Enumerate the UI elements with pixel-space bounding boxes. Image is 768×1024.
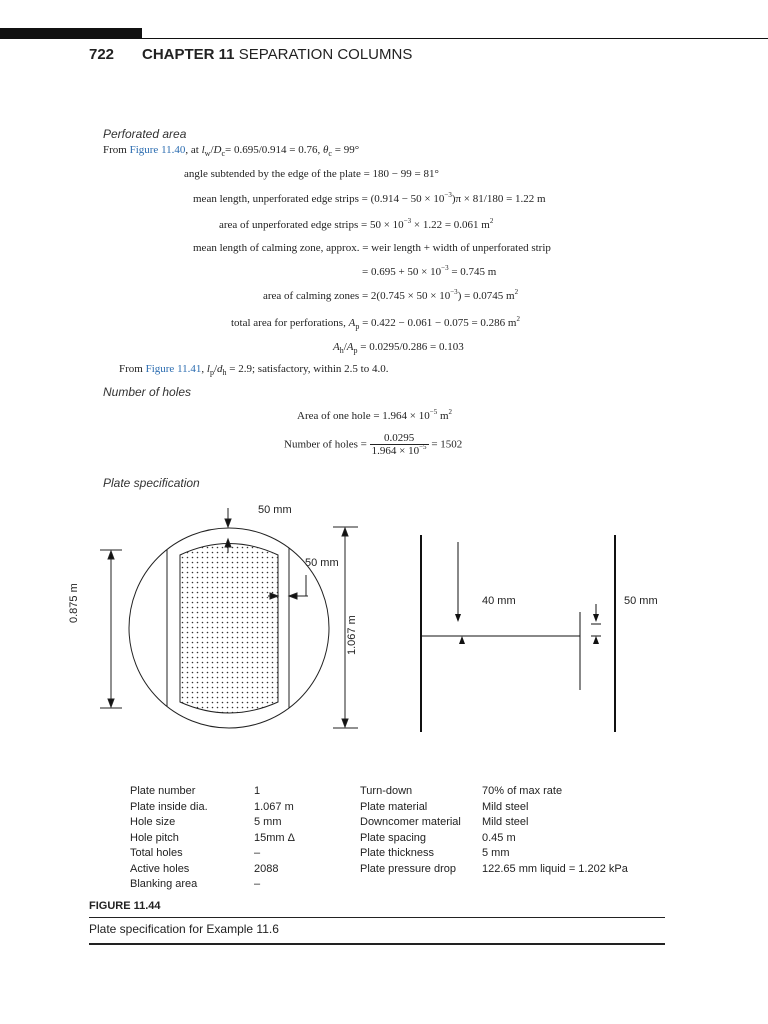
fraction [370,432,429,457]
theta-sub: c [328,149,332,159]
spec-label: Plate number [130,785,196,797]
spec-right-values [482,784,628,877]
spec-value: – [254,847,261,859]
spec-label: Plate spacing [360,831,427,844]
spec-value: Mild steel [482,800,529,813]
eq-calming-area-text: area of calming zones = 2(0.745 × 50 × 10 [263,290,451,302]
eq-total-area-text: total area for perforations, [231,317,346,329]
eq-num-holes-label: Number of holes = [284,438,367,451]
figure-11-40-link[interactable]: Figure 11.40 [129,144,186,156]
exponent: −3 [450,288,458,296]
exponent: −5 [429,408,438,416]
from-word: From [103,144,127,156]
spec-label: Plate material [360,800,428,813]
caption-rule-bottom [89,943,665,945]
eq-area-hole-text: Area of one hole = 1.964 × 10 [297,410,430,422]
spec-label: Plate inside dia. [130,800,208,813]
section-perforated-area: Perforated area [103,127,187,141]
spec-value: 122.65 mm liquid = 1.202 kPa [482,862,628,875]
dimension-50mm-top [225,508,231,553]
chapter-label: CHAPTER 11 [142,46,235,63]
eq-calming-value [362,266,496,278]
label-50mm-top: 50 mm [258,504,292,516]
eq-total-area: total area for perforations, $A_p = 0.422 - 0.061 - 0.075 = 0.286$ $m^2$ [231,315,520,332]
section-plate-specification: Plate specification [103,476,200,490]
spec-value: 1.067 m [254,800,294,813]
den-text: 1.964 × 10 [371,445,420,457]
spec-label: Turn-down [360,785,413,797]
figure-label: FIGURE 11.44 [89,900,161,912]
spec-left-values [254,784,295,893]
theta-value: = 99° [334,144,360,156]
exponent: −5 [419,443,427,451]
fraction-numerator: 0.0295 [370,432,429,445]
spec-label: Plate thickness [360,847,434,859]
figure-11-41-link[interactable]: Figure 11.41 [145,363,202,375]
section-number-of-holes: Number of holes [103,385,192,399]
eq-calming-val-end: = 0.745 m [448,266,497,278]
eq-calming-val-text: = 0.695 + 50 × 10 [362,266,442,278]
exponent: 2 [516,315,520,323]
exponent: −3 [441,264,449,272]
chapter-heading [142,46,412,63]
eq-from-fig-1140: From Figure 11.40, at $l_w/D_c= 0.695/0.914 = 0.76$, $\theta_c = 99^\circ$ [103,144,360,159]
label-40mm: 40 mm [482,595,516,607]
eq-number-of-holes [284,432,462,457]
eq-num-holes-result: = 1502 [431,438,463,451]
spec-value: 5 mm [254,816,282,828]
fraction-denominator [370,445,429,457]
header-bar [0,28,142,39]
eq-angle-subtended: angle subtended by the edge of the plate = 180 − 99 = 81° [184,168,439,180]
ratio-value: 0.695/0.914 = 0.76, [234,144,321,156]
spec-value: 1 [254,785,261,797]
spec-label: Active holes [130,862,190,875]
spec-right-labels [360,784,461,877]
eq-ah-ap-ratio: $A_h/A_p = 0.0295/0.286 = 0.103$ [333,341,464,356]
label-50mm-side: 50 mm [305,557,339,569]
eq-mean-length-end: )π × 81/180 = 1.22 m [451,193,546,205]
eq-ratio-end: = 0.0295/0.286 = 0.103 [357,341,464,353]
exponent: 2 [448,408,453,416]
spec-value: 15mm Δ [254,831,295,844]
eq-mean-length-edge [193,193,546,205]
from-word: From [119,363,143,375]
eq-area-unperf-end: × 1.22 = 0.061 m [411,219,490,231]
eq-area-one-hole [297,410,452,422]
plate-drawing [0,495,768,785]
label-50mm-right: 50 mm [624,595,658,607]
eq-area-unperf-text: area of unperforated edge strips = 50 × 10 [219,219,404,231]
eq-calming-area-end: ) = 0.0745 m [457,290,515,302]
dimension-0875 [100,550,122,708]
exponent: 2 [514,288,519,296]
spec-value: 0.45 m [482,831,516,844]
header-rule [142,38,768,39]
spec-label: Downcomer material [360,816,461,828]
eq-total-area-end: = 0.422 − 0.061 − 0.075 = 0.286 m [359,317,517,329]
side-view [421,535,615,732]
eq-from-fig-1141: From Figure 11.41, $l_p/d_h = 2.9$; satisfactory, within 2.5 to 4.0. [119,363,389,378]
spec-value: Mild steel [482,816,529,828]
figure-caption: Plate specification for Example 11.6 [89,922,279,936]
eq-area-hole-end: m [437,410,449,422]
spec-value: – [254,878,261,890]
page-number: 722 [89,46,115,63]
pitch-ratio-text: = 2.9; satisfactory, within 2.5 to 4.0. [226,363,389,375]
spec-label: Plate pressure drop [360,862,456,875]
perforated-area [180,544,278,714]
label-1067m: 1.067 m [346,615,358,655]
spec-label: Hole pitch [130,831,179,844]
eq-calming-length: mean length of calming zone, approx. = weir length + width of unperforated strip [193,242,551,254]
caption-rule-top [89,917,665,918]
eq-mean-length-text: mean length, unperforated edge strips = (0.914 − 50 × 10 [193,193,445,205]
spec-label: Blanking area [130,878,198,890]
chapter-title: SEPARATION COLUMNS [238,46,413,63]
exponent: −3 [444,191,452,199]
spec-value: 70% of max rate [482,785,563,797]
spec-value: 2088 [254,862,279,875]
exponent: 2 [489,217,494,225]
eq-area-unperforated [219,219,493,231]
spec-label: Total holes [130,847,183,859]
spec-left-labels [130,784,208,893]
eq-calming-area [263,290,518,302]
label-0875m: 0.875 m [68,583,80,623]
exponent: −3 [403,217,412,225]
theta-symbol: θ [323,144,329,156]
spec-value: 5 mm [482,847,510,859]
spec-label: Hole size [130,816,176,828]
